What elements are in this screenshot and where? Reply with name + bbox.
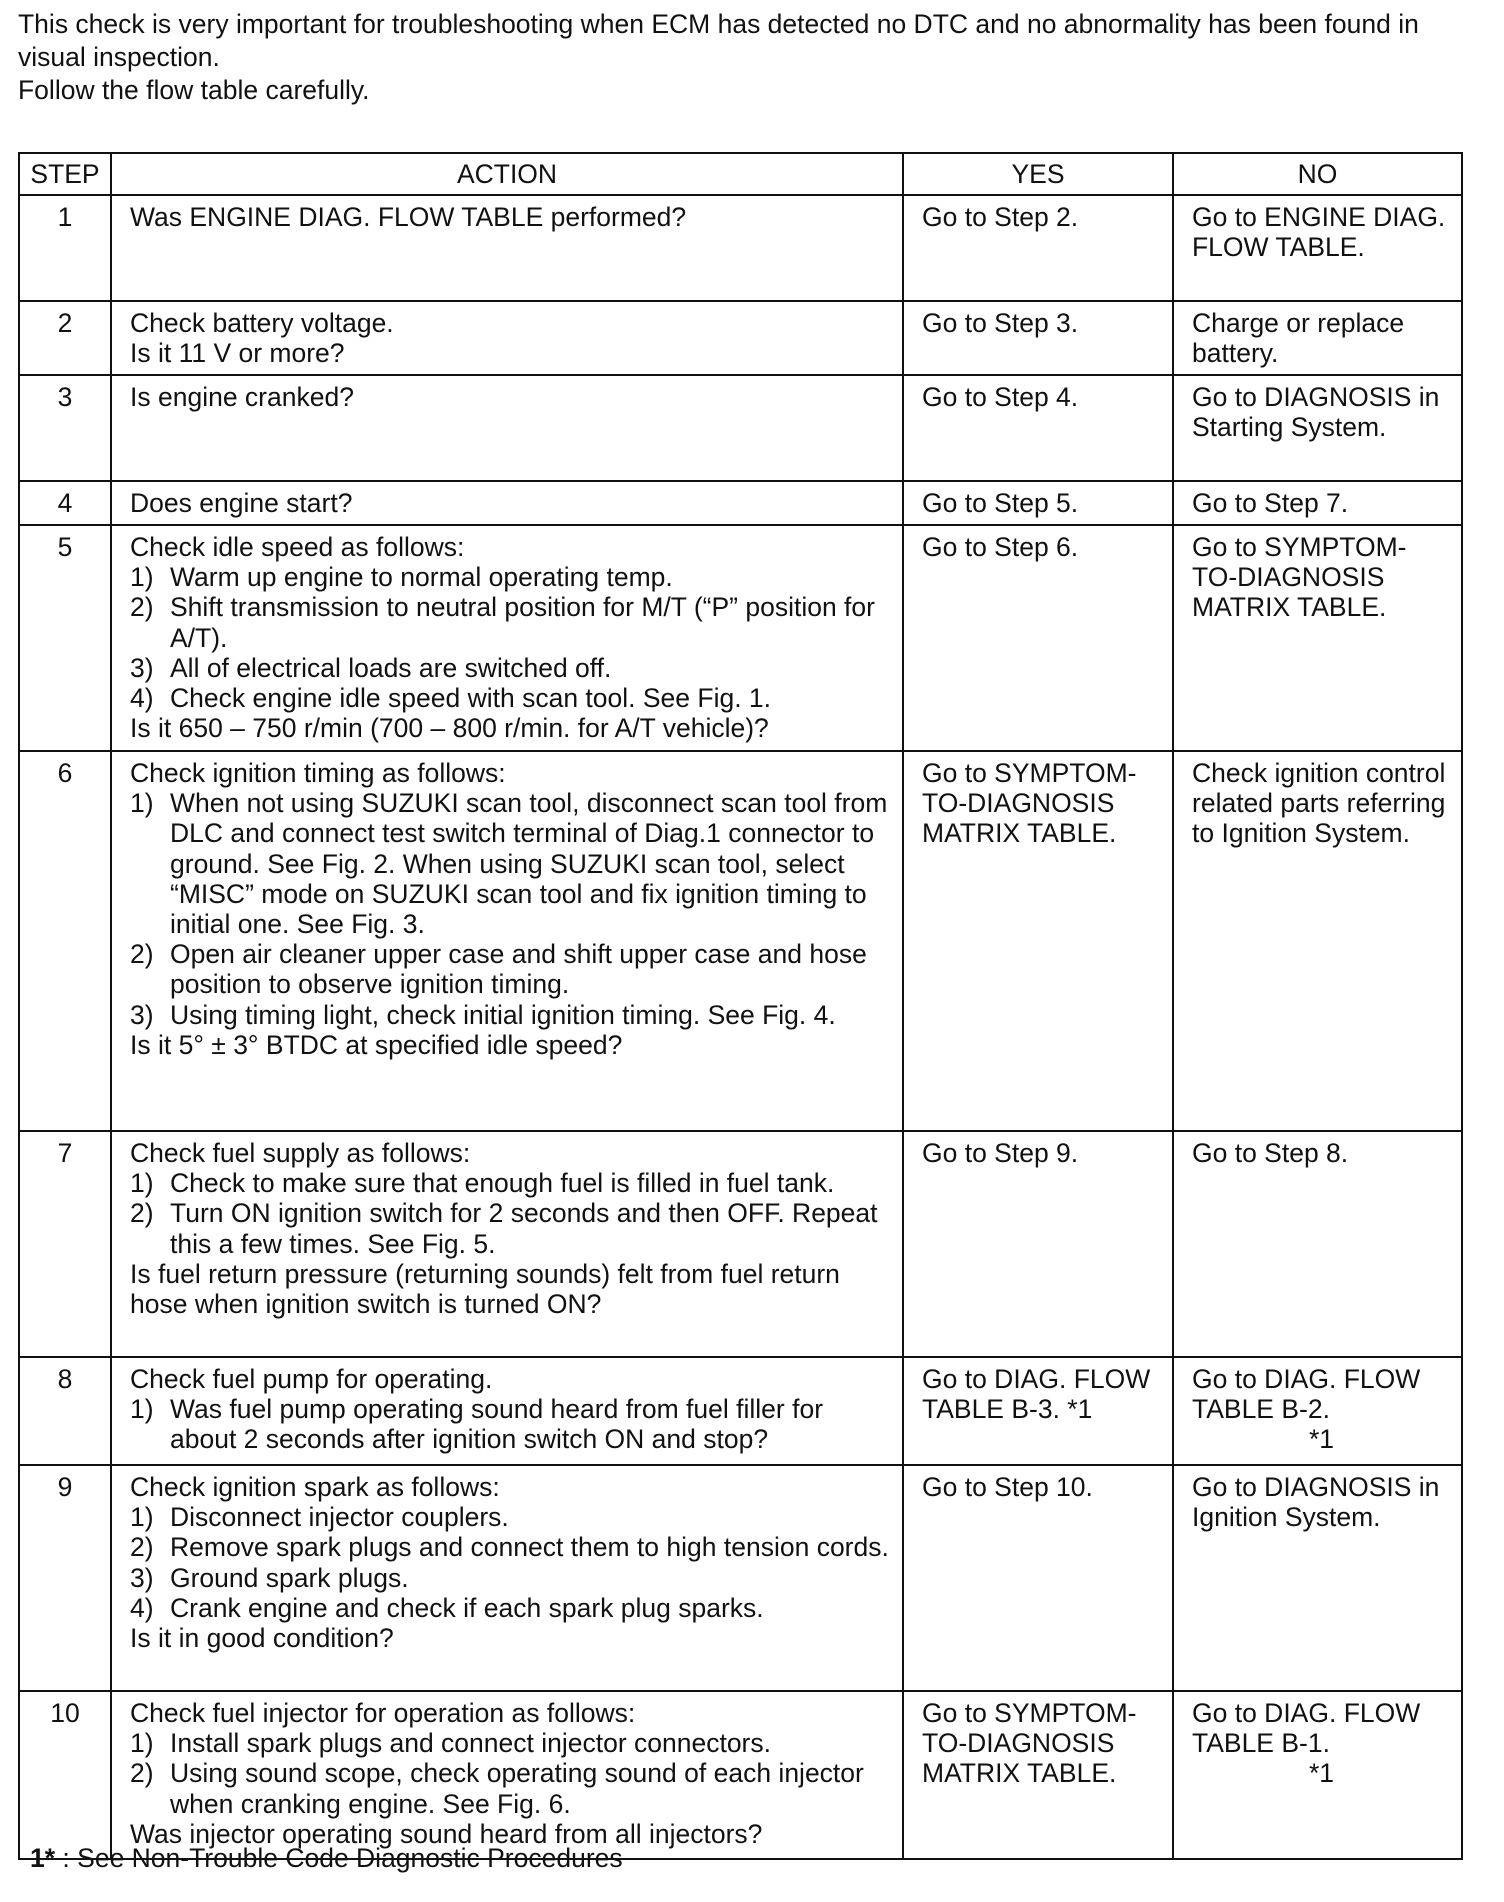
action-question: Is it 11 V or more?	[130, 338, 345, 369]
no-cell	[1173, 525, 1462, 751]
action-step-text: Turn ON ignition switch for 2 seconds and then OFF. Repeat this a few times. See Fig. 5.	[170, 1198, 878, 1259]
action-step-number: 3)	[130, 652, 154, 683]
action-step-number: 2)	[130, 592, 154, 623]
action-step-item	[130, 1198, 892, 1258]
yes-cell: Go to Step 3.	[903, 301, 1173, 375]
no-text: Go to DIAG. FLOW TABLE B-1.	[1192, 1698, 1421, 1759]
header-action: ACTION	[111, 153, 903, 195]
no-text: Charge or replace battery.	[1192, 308, 1405, 369]
table-row	[19, 751, 1462, 1131]
step-cell: 10	[19, 1691, 111, 1859]
action-step-number: 4)	[130, 683, 154, 714]
no-cell	[1173, 375, 1462, 481]
step-cell: 5	[19, 525, 111, 751]
action-step-text: Crank engine and check if each spark plug sparks.	[170, 1592, 764, 1623]
action-line: Check idle speed as follows:	[130, 532, 465, 562]
no-cell	[1173, 1131, 1462, 1357]
no-footnote-ref: *1	[1308, 1758, 1335, 1789]
footnote-text: : See Non-Trouble Code Diagnostic Procedures	[55, 1843, 623, 1873]
action-line: Check fuel injector for operation as follows:	[130, 1698, 636, 1728]
intro-text	[18, 8, 1488, 107]
action-question: Is it 5° ± 3° BTDC at specified idle speed?	[130, 1029, 623, 1060]
action-cell	[111, 1465, 903, 1691]
action-step-item	[130, 1532, 892, 1562]
step-cell: 8	[19, 1357, 111, 1465]
step-cell: 2	[19, 301, 111, 375]
action-cell	[111, 1131, 903, 1357]
flow-table-body	[19, 195, 1462, 1859]
action-step-number: 1)	[130, 1728, 154, 1759]
action-step-text: Ground spark plugs.	[170, 1562, 409, 1593]
action-step-number: 1)	[130, 562, 154, 593]
action-line: Check battery voltage.	[130, 308, 394, 338]
yes-cell: Go to Step 4.	[903, 375, 1173, 481]
yes-cell: Go to Step 5.	[903, 481, 1173, 525]
no-cell	[1173, 1691, 1462, 1859]
action-step-item	[130, 1563, 892, 1593]
action-step-text: When not using SUZUKI scan tool, disconnect scan tool from DLC and connect test switch terminal of Diag.1 connector to ground. See Fig. 2. When using SUZUKI scan tool, select “MISC” mode on SUZUKI scan tool and fix ignition timing to initial one. See Fig. 3.	[170, 788, 888, 940]
header-yes: YES	[903, 153, 1173, 195]
action-step-number: 1)	[130, 1394, 154, 1425]
action-question: Is fuel return pressure (returning sounds) felt from fuel return hose when ignition switch is turned ON?	[130, 1258, 840, 1320]
intro-line: This check is very important for troubleshooting when ECM has detected no DTC and no abnormality has been found in visual inspection.	[18, 9, 1419, 72]
action-step-item	[130, 1000, 892, 1030]
table-row	[19, 525, 1462, 751]
action-step-text: Using timing light, check initial ignition timing. See Fig. 4.	[170, 999, 836, 1030]
action-step-item	[130, 939, 892, 999]
action-step-item	[130, 1593, 892, 1623]
header-step: STEP	[19, 153, 111, 195]
action-cell	[111, 481, 903, 525]
step-cell: 1	[19, 195, 111, 301]
action-line: Was ENGINE DIAG. FLOW TABLE performed?	[130, 202, 687, 232]
yes-cell: Go to Step 2.	[903, 195, 1173, 301]
action-step-item	[130, 562, 892, 592]
yes-cell: Go to Step 6.	[903, 525, 1173, 751]
action-step-item	[130, 1394, 892, 1454]
yes-cell: Go to SYMPTOM-TO-DIAGNOSIS MATRIX TABLE.	[903, 1691, 1173, 1859]
action-step-item	[130, 1502, 892, 1532]
step-cell: 9	[19, 1465, 111, 1691]
action-line: Check fuel pump for operating.	[130, 1364, 493, 1394]
no-text: Check ignition control related parts referring to Ignition System.	[1192, 758, 1446, 849]
intro-line: Follow the flow table carefully.	[18, 75, 370, 105]
action-line: Check ignition timing as follows:	[130, 758, 506, 788]
action-line: Does engine start?	[130, 488, 353, 518]
yes-cell: Go to SYMPTOM-TO-DIAGNOSIS MATRIX TABLE.	[903, 751, 1173, 1131]
action-step-text: Open air cleaner upper case and shift upper case and hose position to observe ignition timing.	[170, 939, 867, 1000]
yes-cell: Go to DIAG. FLOW TABLE B-3. *1	[903, 1357, 1173, 1465]
action-cell	[111, 525, 903, 751]
action-cell	[111, 751, 903, 1131]
footnote-mark: 1*	[30, 1843, 56, 1873]
action-step-number: 3)	[130, 999, 154, 1030]
action-step-text: Check engine idle speed with scan tool. See Fig. 1.	[170, 683, 772, 714]
table-header-row	[19, 153, 1462, 195]
action-step-text: Warm up engine to normal operating temp.	[170, 562, 673, 593]
action-step-number: 1)	[130, 788, 154, 819]
action-step-item	[130, 1758, 892, 1818]
action-step-text: Install spark plugs and connect injector connectors.	[170, 1728, 771, 1759]
table-row	[19, 1465, 1462, 1691]
action-cell	[111, 301, 903, 375]
no-cell	[1173, 1465, 1462, 1691]
action-step-text: Check to make sure that enough fuel is filled in fuel tank.	[170, 1168, 835, 1199]
table-row	[19, 1357, 1462, 1465]
action-cell	[111, 1691, 903, 1859]
no-text: Go to ENGINE DIAG. FLOW TABLE.	[1192, 202, 1446, 263]
no-text: Go to DIAGNOSIS in Starting System.	[1192, 382, 1440, 443]
action-step-number: 2)	[130, 1758, 154, 1789]
no-cell	[1173, 481, 1462, 525]
action-step-item	[130, 788, 892, 939]
action-question: Is it in good condition?	[130, 1623, 394, 1654]
action-step-text: Using sound scope, check operating sound of each injector when cranking engine. See Fig. 6.	[170, 1758, 864, 1819]
table-row	[19, 301, 1462, 375]
action-question: Was injector operating sound heard from all injectors?	[130, 1818, 763, 1849]
no-cell	[1173, 301, 1462, 375]
action-step-item	[130, 653, 892, 683]
table-row	[19, 195, 1462, 301]
step-cell: 6	[19, 751, 111, 1131]
no-text: Go to SYMPTOM-TO-DIAGNOSIS MATRIX TABLE.	[1192, 532, 1407, 623]
action-step-text: Shift transmission to neutral position for M/T (“P” position for A/T).	[170, 592, 875, 653]
action-step-item	[130, 1728, 892, 1758]
action-line: Check ignition spark as follows:	[130, 1472, 500, 1502]
action-cell	[111, 375, 903, 481]
step-cell: 4	[19, 481, 111, 525]
yes-cell: Go to Step 10.	[903, 1465, 1173, 1691]
no-text: Go to DIAG. FLOW TABLE B-2.	[1192, 1364, 1421, 1425]
action-step-text: Disconnect injector couplers.	[170, 1502, 509, 1533]
action-step-number: 1)	[130, 1168, 154, 1199]
no-text: Go to Step 8.	[1192, 1138, 1349, 1168]
action-step-number: 1)	[130, 1502, 154, 1533]
table-row	[19, 1691, 1462, 1859]
no-text: Go to DIAGNOSIS in Ignition System.	[1192, 1472, 1440, 1533]
action-step-text: Was fuel pump operating sound heard from fuel filler for about 2 seconds after ignition switch ON and stop?	[170, 1394, 824, 1455]
action-line: Check fuel supply as follows:	[130, 1138, 471, 1168]
no-footnote-ref: *1	[1308, 1424, 1335, 1455]
no-cell	[1173, 751, 1462, 1131]
step-cell: 7	[19, 1131, 111, 1357]
table-row	[19, 375, 1462, 481]
flow-table	[18, 152, 1463, 1860]
action-step-text: All of electrical loads are switched off.	[170, 652, 612, 683]
action-cell	[111, 195, 903, 301]
action-step-number: 2)	[130, 1198, 154, 1229]
action-step-item	[130, 683, 892, 713]
yes-cell: Go to Step 9.	[903, 1131, 1173, 1357]
action-step-number: 2)	[130, 939, 154, 970]
action-step-item	[130, 592, 892, 652]
table-row	[19, 481, 1462, 525]
action-step-number: 3)	[130, 1562, 154, 1593]
footnote	[30, 1842, 623, 1874]
action-cell	[111, 1357, 903, 1465]
step-cell: 3	[19, 375, 111, 481]
action-step-number: 4)	[130, 1592, 154, 1623]
no-cell	[1173, 195, 1462, 301]
action-question: Is it 650 – 750 r/min (700 – 800 r/min. for A/T vehicle)?	[130, 713, 769, 744]
action-step-number: 2)	[130, 1532, 154, 1563]
action-step-item	[130, 1168, 892, 1198]
header-no: NO	[1173, 153, 1462, 195]
action-line: Is engine cranked?	[130, 382, 354, 412]
action-step-text: Remove spark plugs and connect them to high tension cords.	[170, 1532, 889, 1563]
no-cell	[1173, 1357, 1462, 1465]
no-text: Go to Step 7.	[1192, 488, 1349, 518]
table-row	[19, 1131, 1462, 1357]
